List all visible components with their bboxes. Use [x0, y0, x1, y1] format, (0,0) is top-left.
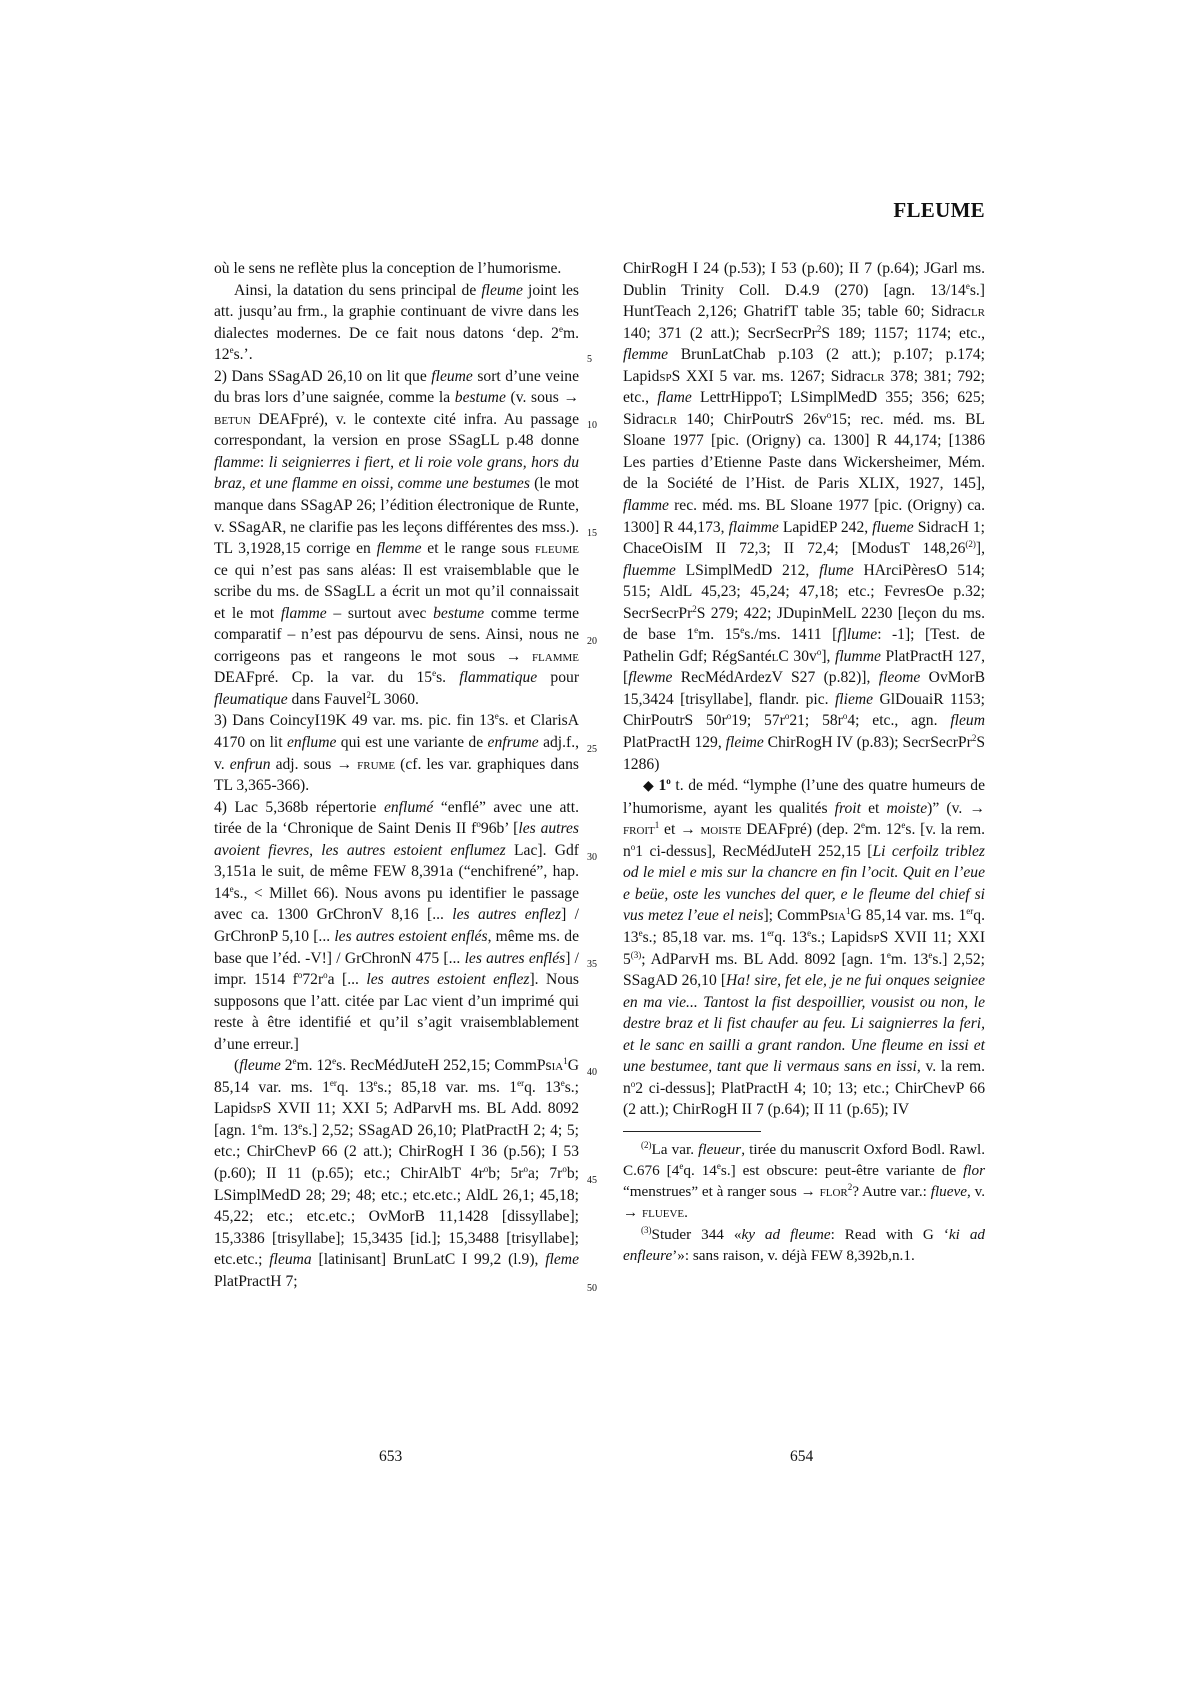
line-number: 40 — [587, 1067, 597, 1078]
footnote-3: $^{(3)}$Studer 344 «ky ad fleume: Read with G ‘ki ad enfleure’»: sans raison, v. déjà FEW 8,392b,n.1. — [623, 1224, 986, 1264]
paragraph-left-1: où le sens ne reflète plus la conception de l’humorisme. — [214, 260, 562, 277]
paragraph-left-6: (fleume 2em. 12es. RecMédJuteH 252,15; CommPsia$^1$G 85,14 var. ms. 1erq. 13es.; 85,18 var. ms. 1erq. 13es.; LapidspS XVII 11; XXI 5; AdParvH ms. BL Add. 8092 [agn. 1em. 13es.] 2,52; SSagAD 26,10; PlatPractH 2; 4; 5; etc.; ChirChevP 66 (2 att.); ChirRogH I 36 (p.56); I 53 (p.60); II 11 (p.65); etc.; ChirAlbT $4r^ob$; $5r^oa$; $7r^ob$; LSimplMedD 28; 29; 48; etc.; etc.etc.; AldL 26,1; 45,18; 45,22; etc.; etc.etc.; OvMorB 11,1428 [dissyllabe]; 15,3386 [trisyllabe]; 15,3435 [id.]; 15,3488 [trisyllabe]; etc.etc.; fleuma [latinisant] BrunLatC I 99,2 (l.9), fleme PlatPractH 7; — [214, 1056, 580, 1290]
line-number: 50 — [587, 1283, 597, 1294]
footnote-rule — [623, 1131, 761, 1132]
paragraph-left-5: 4) Lac 5,368b répertorie enflumé “enflé” avec une att. tirée de la ‘Chronique de Saint Denis II $f^o96b$’ [les autres avoient fievres, les autres estoient enflumez Lac]. Gdf 3,151a le suit, de même FEW 8,391a (“enchifrené”, hap. $14^es$., < Millet 66). Nous avons pu identifier le passage avec ca. 1300 GrChronV 8,16 [... les autres enflez] / GrChronP 5,10 [... les autres estoient enflés, même ms. de base que l’éd. -V!] / GrChronN 475 [... les autres enflés] / impr. 1514 $f^o72r^oa$ [... les autres estoient enflez]. Nous supposons que l’att. citée par Lac vient d’un imprimé qui reste à être identifié et qu’il s’agit vraisemblablement d’une erreur.] — [214, 798, 580, 1053]
line-number: 15 — [587, 528, 597, 539]
paragraph-right-2: ◆ 1$^o$ t. de méd. “lymphe (l’une des quatre humeurs de l’humorisme, ayant les qualités froit et moiste)” (v. → froit$^1$ et → moiste DEAFpré) (dep. 2em. 12es. [v. la rem. $n^o1$ ci-dessus], RecMédJuteH 252,15 [Li cerfoilz triblez od le miel e mis sur la chancre en fin l’ocit. Quit en l’eue e beüe, oste les vunches del quer, e le fleume del chief si vus metez l’eue el neis]; CommPsia$^1$G 85,14 var. ms. 1erq. 13es.; 85,18 var. ms. 1erq. 13es.; LapidspS XVII 11; XXI 5$^{(3)}$; AdParvH ms. BL Add. 8092 [agn. 1em. 13es.] 2,52; SSagAD 26,10 [Ha! sire, fet ele, je ne fui onques seigniee en ma vie... Tantost la fist despoillier, vousist ou non, le destre braz et li fist chaufer au feu. Li saignierres la feri, et le sanc en sailli a grant randon. Une fleume en issi et une bestumee, tant que li vermaus sans en issi, v. la rem. $n^o2$ ci-dessus]; PlatPractH 4; 10; 13; etc.; ChirChevP 66 (2 att.); ChirRogH II 7 (p.64); II 11 (p.65); IV — [623, 775, 986, 1119]
right-column — [623, 258, 985, 1266]
line-number: 45 — [587, 1175, 597, 1186]
footnote-2: $^{(2)}$La var. fleueur, tirée du manuscrit Oxford Bodl. Rawl. C.676 [4eq. 14es.] est obscure: peut-être variante de flor “menstrues” et à ranger sous → flor$^2$? Autre var.: flueve, v. → flueve. — [623, 1139, 986, 1222]
headword: FLEUME — [893, 198, 985, 222]
paragraph-left-3: 2) Dans SSagAD 26,10 on lit que fleume sort d’une veine du bras lors d’une saignée, comme la bestume (v. sous → betun DEAFpré), v. le contexte cité infra. Au passage correspondant, la version en prose SSagLL p.48 donne flamme: li seignierres i fiert, et li roie vole grans, hors du braz, et une flamme en oissi, comme une bestumes (le mot manque dans SSagAP 26; l’édition électronique de Runte, v. SSagAR, ne clarifie pas les leçons différentes des mss.). TL 3,1928,15 corrige en flemme et le range sous fleume ce qui n’est pas sans aléas: Il est vraisemblable que le scribe du ms. de SSagLL a écrit un mot qu’il connaissait et le mot flamme – surtout avec bestume comme terme comparatif – n’est pas dépourvu de sens. Ainsi, nous ne corrigeons pas et rangeons le mot sous → flamme DEAFpré. Cp. la var. du 15es. flammatique pour fleumatique dans Fauvel$^2$L 3060. — [214, 367, 580, 708]
line-number: 10 — [587, 420, 597, 431]
line-number: 35 — [587, 959, 597, 970]
paragraph-right-1: ChirRogH I 24 (p.53); I 53 (p.60); II 7 (p.64); JGarl ms. Dublin Trinity Coll. D.4.9 (270) [agn. 13/14es.] HuntTeach 2,126; GhatrifT table 35; table 60; Sidraclr 140; 371 (2 att.); SecrSecrPr$^2$S 189; 1157; 1174; etc., flemme BrunLatChab p.103 (2 att.); p.107; p.174; LapidspS XXI 5 var. ms. 1267; Sidraclr 378; 381; 792; etc., flame LettrHippoT; LSimplMedD 355; 356; 625; Sidraclr 140; ChirPoutrS $26v^o15$; rec. méd. ms. BL Sloane 1977 [pic. (Origny) ca. 1300] R 44,174; [1386 Les parties d’Etienne Paste dans Wickersheimer, Mém. de la Société de l’Hist. de Paris XLIX, 1927, 145], flamme rec. méd. ms. BL Sloane 1977 [pic. (Origny) ca. 1300] R 44,173, flaimme LapidEP 242, flueme SidracH 1; ChaceOisIM II 72,3; II 72,4; [ModusT 148,26$^{(2)}$], fluemme LSimplMedD 212, flume HArciPèresO 514; 515; AldL 45,23; 45,24; 47,18; etc.; FevresOe p.32; SecrSecrPr$^2$S 279; 422; JDupinMelL 2230 [leçon du ms. de base 1em. 15es./ms. 1411 [f]lume: -1]; [Test. de Pathelin Gdf; RégSantélC $30v^o$], flumme PlatPractH 127, [flewme RecMédArdezV S27 (p.82)], fleome OvMorB 15,3424 [trisyllabe], flandr. pic. flieme GlDouaiR 1153; ChirPoutrS $50r^o19$; $57r^o21$; $58r^o4$; etc., agn. fleum PlatPractH 129, fleime ChirRogH IV (p.83); SecrSecrPr$^2$S 1286) — [623, 260, 986, 773]
line-number: 20 — [587, 636, 597, 647]
line-number: 5 — [587, 354, 592, 365]
page-number-left: 653 — [379, 1448, 403, 1465]
line-number: 25 — [587, 744, 597, 755]
left-column — [214, 258, 579, 1292]
line-number: 30 — [587, 852, 597, 863]
paragraph-left-4: 3) Dans CoincyI19K 49 var. ms. pic. fin 13es. et ClarisA 4170 on lit enflume qui est une variante de enfrume adj.f., v. enfrun adj. sous → frume (cf. les var. graphiques dans TL 3,365-366). — [214, 711, 580, 795]
paragraph-left-2: Ainsi, la datation du sens principal de fleume joint les att. jusqu’au frm., la graphie continuant de vivre dans les dialectes modernes. De ce fait nous datons ‘dep. 2em. 12es.’. — [214, 281, 579, 364]
page-number-right: 654 — [790, 1448, 814, 1465]
diamond-bullet-icon: ◆ — [643, 779, 655, 795]
